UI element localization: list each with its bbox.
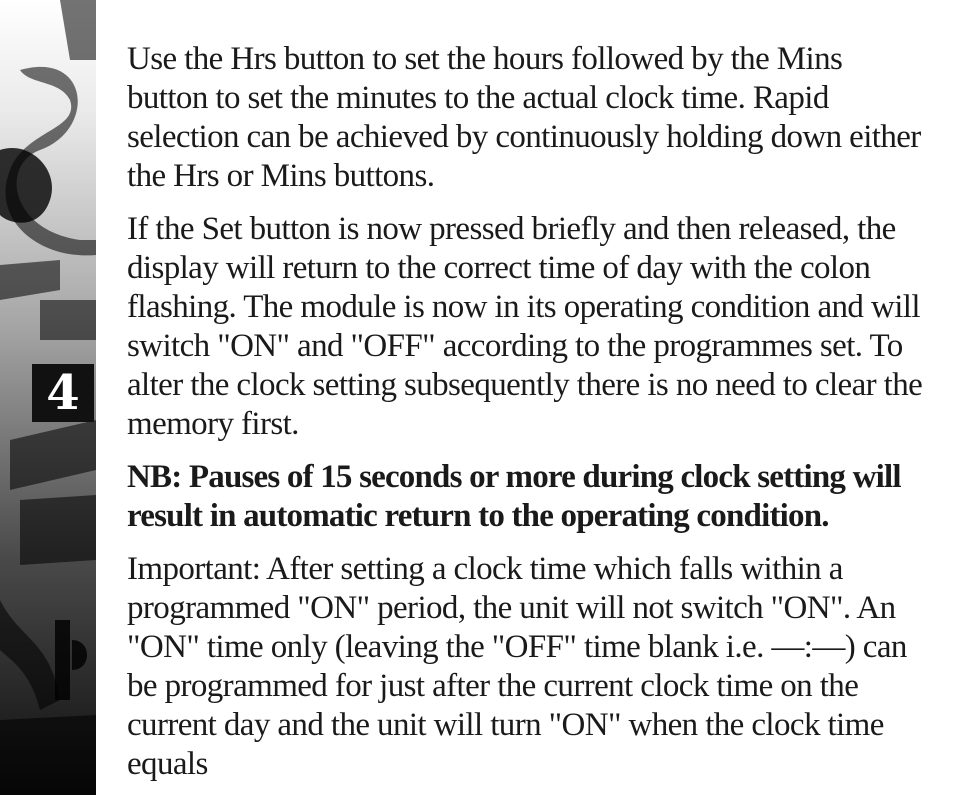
paragraph-nb-note: NB: Pauses of 15 seconds or more during clock setting will result in automatic return to the operating condition.	[127, 459, 901, 534]
paragraph-set-button-release: If the Set button is now pressed briefly and then released, the display will return to the correct time of day with the colon flashing. The module is now in its operating condition and will switch "ON" and "OFF" according to the programmes set. To alter the clock setting subsequently there is no need to clear the memory first.	[127, 211, 923, 442]
instructions-text	[127, 40, 927, 795]
chapter-number-tab: 4	[32, 364, 94, 422]
paragraph-important-note: Important: After setting a clock time which falls within a programmed "ON" period, the unit will not switch "ON". An "ON" time only (leaving the "OFF" time blank i.e. —:—) can be programmed for just after the current clock time on the current day and the unit will turn "ON" when the clock time equals	[127, 551, 907, 782]
paragraph-clock-set-buttons: Use the Hrs button to set the hours followed by the Mins button to set the minutes to the actual clock time. Rapid selection can be achieved by continuously holding down either the Hrs or Mins buttons.	[127, 41, 921, 194]
